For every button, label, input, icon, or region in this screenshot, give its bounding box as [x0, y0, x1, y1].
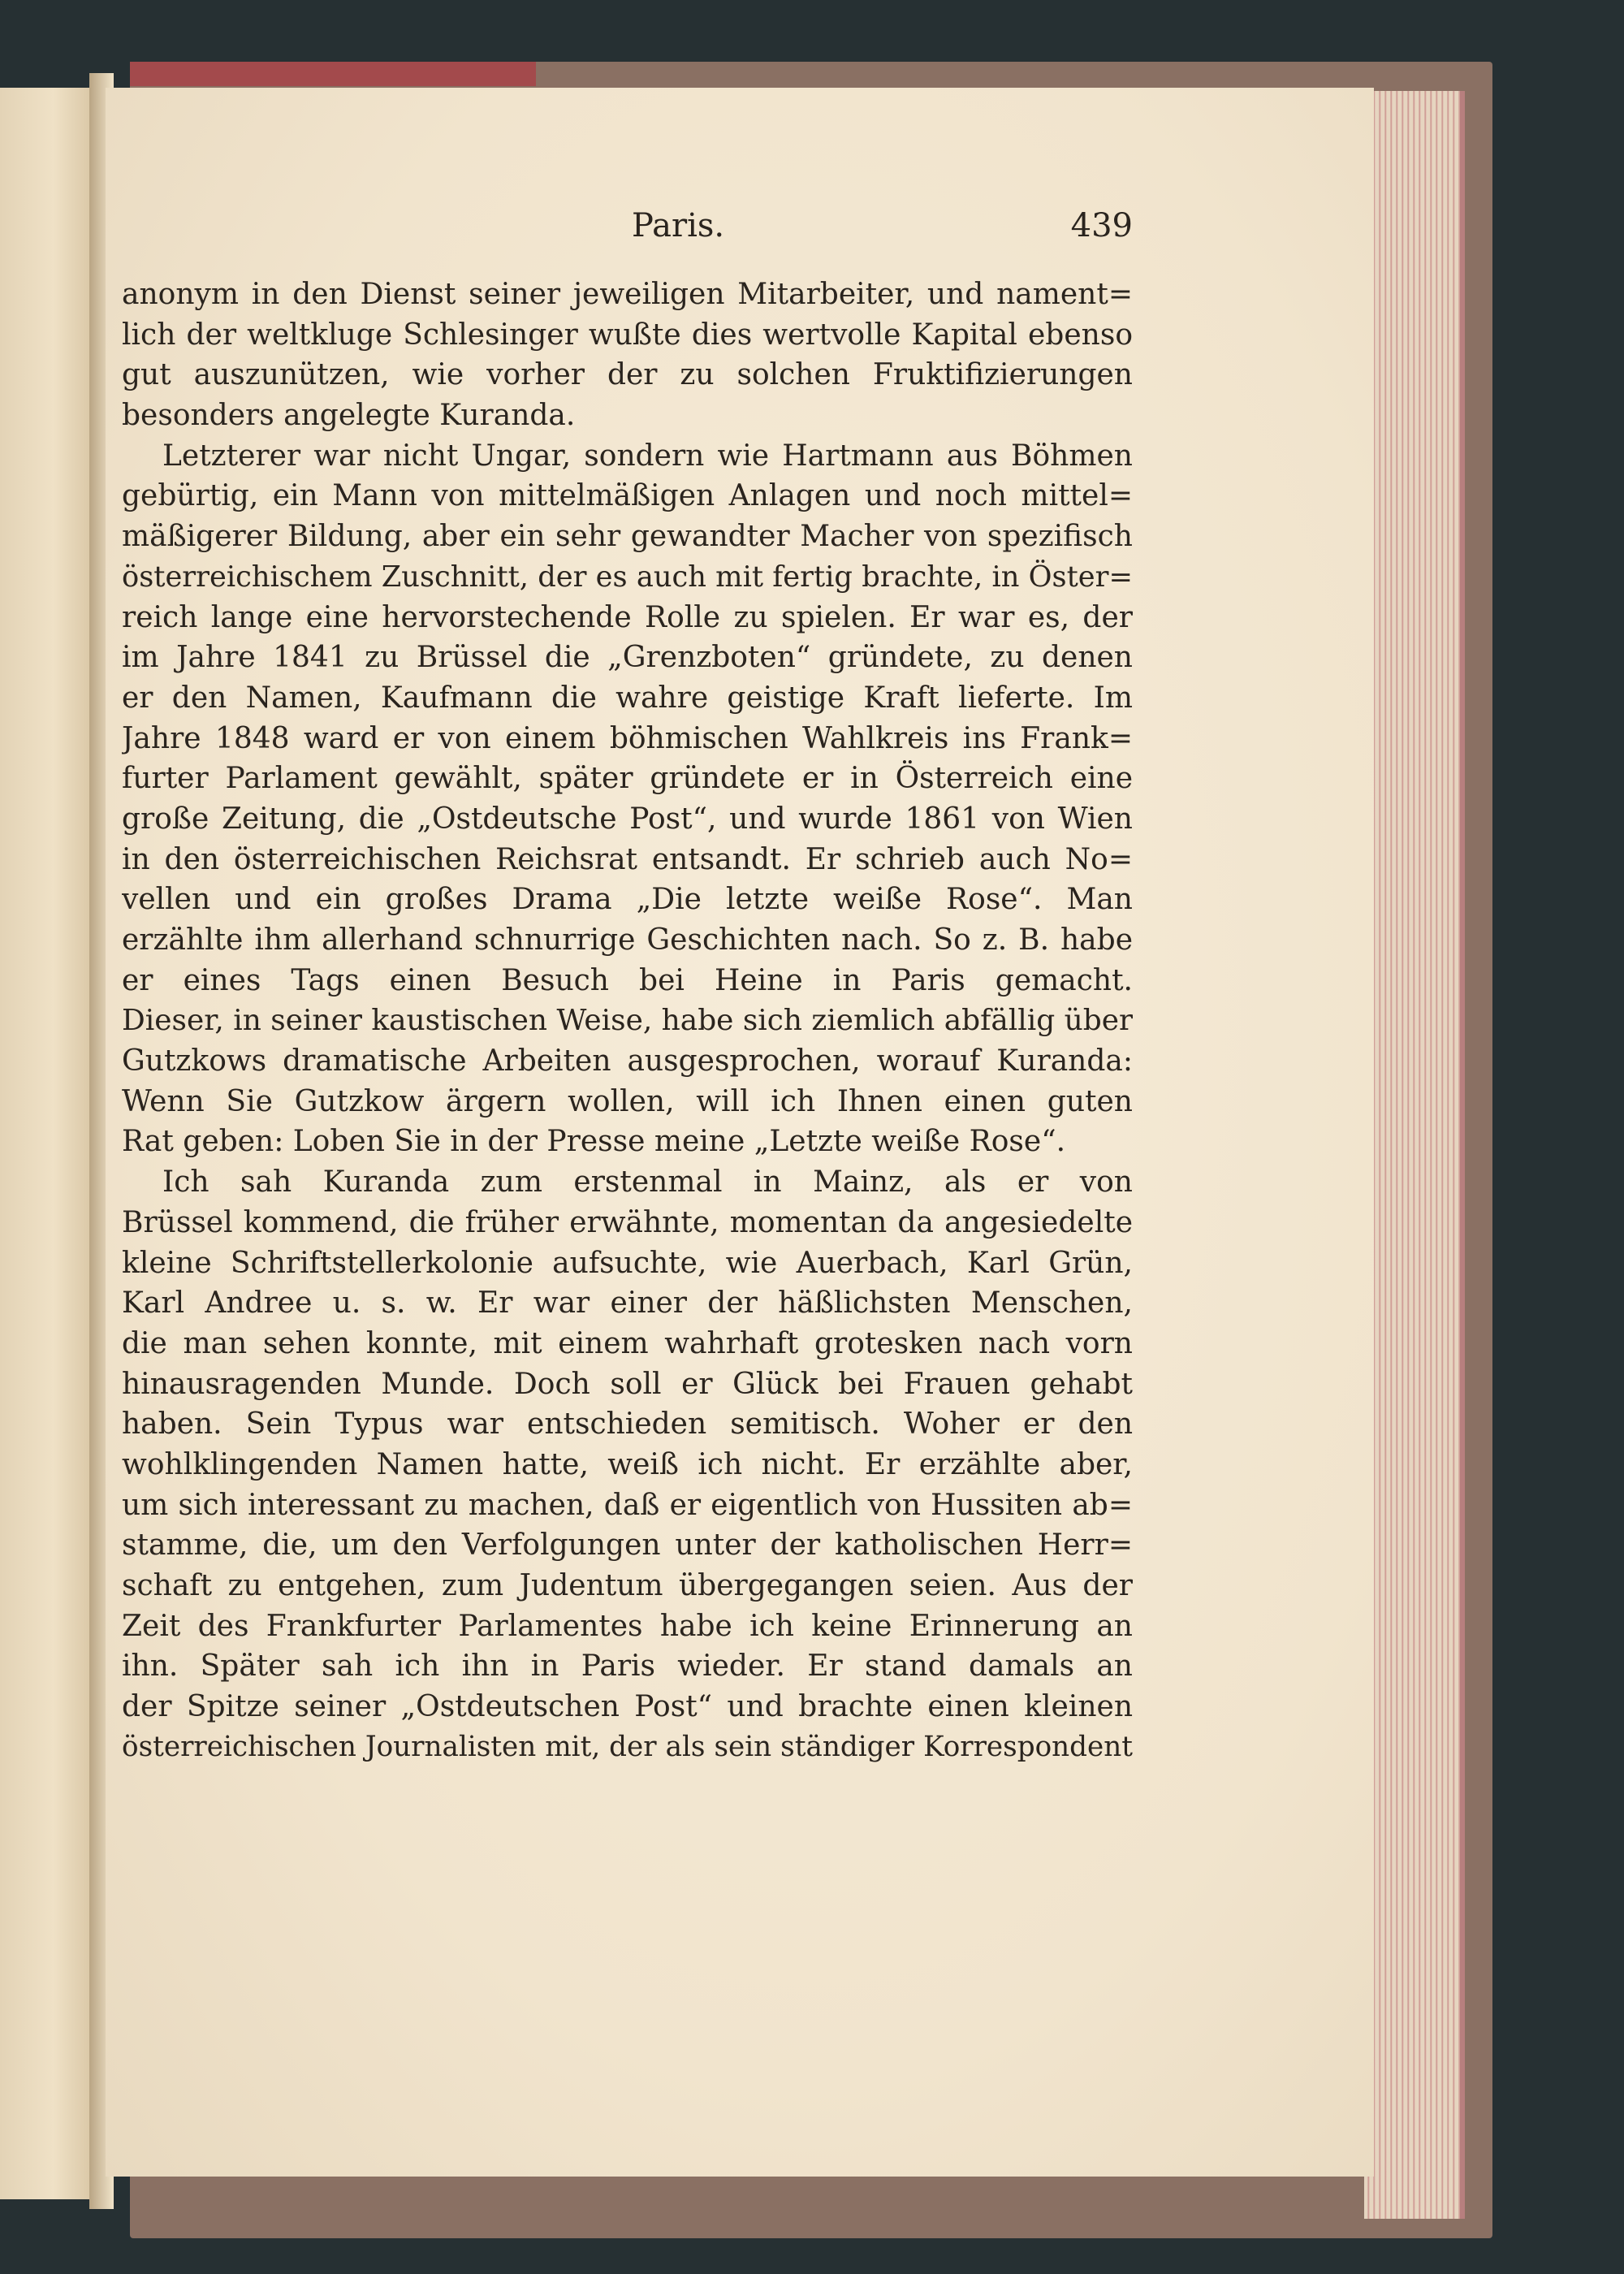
text-line: besonders angelegte Kuranda.	[122, 399, 576, 433]
text-line: um sich interessant zu machen, daß er eigentlich von Hussiten ab=	[122, 1488, 1133, 1522]
text-line: reich lange eine hervorstechende Rolle zu spielen. Er war es, der	[122, 600, 1133, 634]
text-line: Karl Andree u. s. w. Er war einer der häßlichsten Menschen,	[122, 1286, 1133, 1321]
text-line: er den Namen, Kaufmann die wahre geistige Kraft lieferte. Im	[122, 681, 1133, 715]
text-line: Wenn Sie Gutzkow ärgern wollen, will ich Ihnen einen guten	[122, 1084, 1133, 1118]
text-line: Dieser, in seiner kaustischen Weise, habe sich ziemlich abfällig über	[122, 1004, 1133, 1038]
text-line: in den österreichischen Reichsrat entsandt. Er schrieb auch No=	[122, 842, 1133, 876]
text-line: Brüssel kommend, die früher erwähnte, momentan da angesiedelte	[122, 1205, 1133, 1239]
text-line: lich der weltkluge Schlesinger wußte dies wertvolle Kapital ebenso	[122, 318, 1133, 352]
running-head	[122, 207, 1133, 256]
text-line: kleine Schriftstellerkolonie aufsuchte, wie Auerbach, Karl Grün,	[122, 1246, 1133, 1280]
text-line: im Jahre 1841 zu Brüssel die „Grenzboten“ gründete, zu denen	[122, 641, 1133, 675]
text-line: erzählte ihm allerhand schnurrige Geschichten nach. So z. B. habe	[122, 923, 1133, 957]
text-line: Jahre 1848 ward er von einem böhmischen Wahlkreis ins Frank=	[122, 721, 1133, 755]
running-title: Paris.	[632, 207, 725, 244]
text-line: Rat geben: Loben Sie in der Presse meine „Letzte weiße Rose“.	[122, 1125, 1066, 1159]
text-line: der Spitze seiner „Ostdeutschen Post“ und brachte einen kleinen	[122, 1690, 1133, 1724]
text-line: Ich sah Kuranda zum erstenmal in Mainz, als er von	[162, 1165, 1133, 1200]
page-number: 439	[1070, 207, 1133, 244]
body-text	[122, 275, 1133, 1767]
page-edges	[1364, 91, 1465, 2219]
text-line: Gutzkows dramatische Arbeiten ausgesprochen, worauf Kuranda:	[122, 1044, 1133, 1079]
text-line: gebürtig, ein Mann von mittelmäßigen Anlagen und noch mittel=	[122, 479, 1133, 513]
text-line: vellen und ein großes Drama „Die letzte weiße Rose“. Man	[122, 883, 1133, 917]
text-line: gut auszunützen, wie vorher der zu solchen Fruktifizierungen	[122, 358, 1133, 392]
text-line: haben. Sein Typus war entschieden semitisch. Woher er den	[122, 1407, 1133, 1442]
left-facing-page	[0, 88, 97, 2199]
text-line: er eines Tags einen Besuch bei Heine in Paris gemacht.	[122, 963, 1133, 997]
text-line: mäßigerer Bildung, aber ein sehr gewandter Macher von spezifisch	[122, 520, 1133, 554]
text-line: Zeit des Frankfurter Parlamentes habe ich keine Erinnerung an	[122, 1609, 1133, 1643]
text-line: österreichischem Zuschnitt, der es auch mit fertig brachte, in Öster=	[122, 560, 1133, 594]
text-line: furter Parlament gewählt, später gründete er in Österreich eine	[122, 762, 1133, 796]
text-line: große Zeitung, die „Ostdeutsche Post“, und wurde 1861 von Wien	[122, 802, 1133, 836]
text-line: wohlklingenden Namen hatte, weiß ich nicht. Er erzählte aber,	[122, 1447, 1133, 1481]
text-line: die man sehen konnte, mit einem wahrhaft grotesken nach vorn	[122, 1326, 1133, 1360]
text-line: ihn. Später sah ich ihn in Paris wieder. Er stand damals an	[122, 1649, 1133, 1684]
text-line: schaft zu entgehen, zum Judentum übergegangen seien. Aus der	[122, 1569, 1133, 1602]
text-line: hinausragenden Munde. Doch soll er Glück bei Frauen gehabt	[122, 1367, 1133, 1401]
text-line: stamme, die, um den Verfolgungen unter der katholischen Herr=	[122, 1528, 1133, 1563]
text-line: Letzterer war nicht Ungar, sondern wie Hartmann aus Böhmen	[162, 439, 1133, 473]
text-line: anonym in den Dienst seiner jeweiligen Mitarbeiter, und nament=	[122, 278, 1133, 311]
cover-binding-strip	[130, 62, 536, 86]
text-line: österreichischen Journalisten mit, der als sein ständiger Korrespondent	[122, 1730, 1133, 1763]
